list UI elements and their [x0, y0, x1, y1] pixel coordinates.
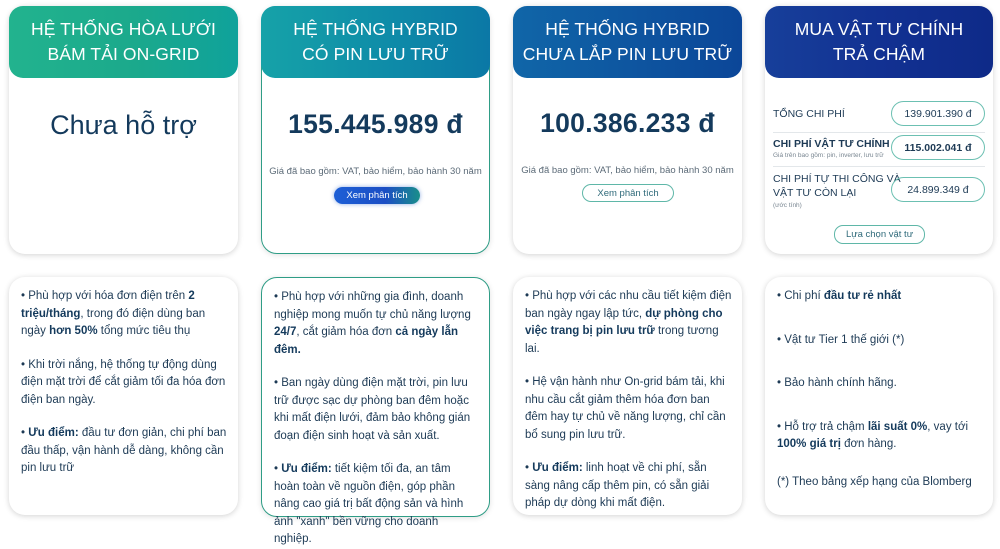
desc-text: , vay tới	[927, 420, 969, 433]
desc-footnote: (*) Theo bảng xếp hạng của Blomberg	[777, 475, 972, 488]
desc-text: tiết kiệm tối đa, an tâm hoàn toàn về nguồn điện, góp phần nâng cao giá trị bất động sản và hình ảnh "xanh" bền vững cho doanh nghiệp.	[274, 463, 464, 545]
remaining-cost-label	[773, 172, 901, 200]
select-supplies-button[interactable]: Lựa chọn vật tư	[834, 225, 925, 244]
desc-highlight: Ưu điểm:	[532, 462, 583, 474]
desc-paragraph: • Hỗ trợ trả chậm lãi suất 0%, vay tới 100% giá trị đơn hàng.	[777, 420, 969, 450]
remaining-cost-value: 24.899.349 đ	[891, 177, 985, 202]
plan-header-hybrid-no-pin	[513, 6, 742, 78]
price-note: Giá đã bao gồm: VAT, bảo hiểm, bảo hành 30 năm	[521, 165, 734, 176]
divider	[773, 166, 985, 167]
desc-highlight: 24/7	[274, 326, 297, 338]
desc-text: , trong đó điện dùng ban ngày	[21, 307, 206, 337]
desc-paragraph: • Phù hợp với các nhu cầu tiết kiệm điện ban ngày ngay lập tức, dự phòng cho việc trang bị pin lưu trữ trong tương lai.	[525, 290, 732, 355]
plan-title-line1: HỆ THỐNG HYBRID	[293, 19, 458, 39]
remaining-cost-label-line2: VẬT TƯ CÒN LẠI	[773, 187, 857, 199]
total-cost-label: TỔNG CHI PHÍ	[773, 108, 845, 120]
plan-card-installment[interactable]	[765, 6, 993, 254]
desc-highlight: hơn 50%	[49, 325, 98, 337]
desc-paragraph: • Phù hợp với hóa đơn điện trên 2 triệu/tháng, trong đó điện dùng ban ngày hơn 50% tổng mức tiêu thụ	[21, 290, 206, 337]
desc-text: Ban ngày dùng điện mặt trời, pin lưu trữ được sạc dự phòng ban đêm hoặc khi mất điện lưới, đảm bảo không gián đoạn điện sinh hoạt và sản xuất.	[274, 377, 471, 442]
desc-highlight: 100% giá trị	[777, 438, 841, 450]
desc-paragraph: • Khi trời nắng, hệ thống tự động dùng điện mặt trời để cắt giảm tối đa hóa đơn điện ban ngày.	[21, 358, 226, 406]
plan-title-line1: MUA VẬT TƯ CHÍNH	[794, 19, 964, 39]
plan-header-installment	[765, 6, 993, 78]
desc-text: đầu tư đơn giản, chi phí ban đầu thấp, vận hành dễ dàng, không cần pin lưu trữ	[21, 427, 227, 474]
total-cost-value: 139.901.390 đ	[891, 101, 985, 126]
desc-highlight: lãi suất 0%	[867, 420, 928, 433]
desc-paragraph: • Ưu điểm: đầu tư đơn giản, chi phí ban đầu thấp, vận hành dễ dàng, không cần pin lưu trữ	[21, 427, 227, 474]
desc-highlight: cả ngày lẫn đêm.	[274, 326, 458, 356]
desc-text: Vật tư Tier 1 thế giới (*)	[784, 333, 905, 346]
plan-header-on-grid	[9, 6, 238, 78]
desc-text: trong tương lai.	[525, 325, 719, 355]
desc-text: Chi phí	[784, 290, 824, 302]
divider	[773, 132, 985, 133]
desc-paragraph: • Vật tư Tier 1 thế giới (*)	[777, 333, 905, 346]
plan-card-hybrid-pin[interactable]	[261, 6, 490, 254]
plan-card-hybrid-no-pin[interactable]	[513, 6, 742, 254]
desc-text: Hỗ trợ trả chậm	[784, 420, 868, 433]
remaining-cost-note: (ước tính)	[773, 202, 802, 209]
desc-text: đơn hàng.	[840, 438, 897, 450]
plan-title-line2: CÓ PIN LƯU TRỮ	[302, 44, 449, 64]
desc-text: Khi trời nắng, hệ thống tự động dùng điện mặt trời để cắt giảm tối đa hóa đơn điện ban ngày.	[21, 358, 226, 406]
desc-paragraph: • Ưu điểm: tiết kiệm tối đa, an tâm hoàn toàn về nguồn điện, góp phần nâng cao giá trị bất động sản và hình ảnh "xanh" bền vững cho doanh nghiệp.	[274, 463, 464, 545]
price-note: Giá đã bao gồm: VAT, bảo hiểm, bảo hành 30 năm	[269, 166, 482, 177]
desc-text: Bảo hành chính hãng.	[784, 377, 897, 389]
desc-paragraph: • Phù hợp với những gia đình, doanh nghiệp mong muốn tự chủ năng lượng 24/7, cắt giảm hóa đơn cả ngày lẫn đêm.	[274, 291, 471, 356]
desc-text: Phù hợp với các nhu cầu tiết kiệm điện ban ngày ngay lập tức,	[525, 290, 732, 320]
main-supplies-label: CHI PHÍ VẬT TƯ CHÍNH	[773, 138, 890, 150]
plan-card-on-grid[interactable]	[9, 6, 238, 254]
description-card-on-grid	[9, 277, 238, 515]
desc-highlight: Ưu điểm:	[281, 463, 332, 475]
desc-highlight: Ưu điểm:	[28, 427, 79, 439]
desc-paragraph: • Hệ vận hành như On-grid bám tải, khi nhu cầu cắt giảm thêm hóa đơn ban đêm hay tự chủ về năng lượng, chỉ cần bổ sung pin lưu trữ.	[525, 376, 726, 441]
remaining-cost-label-line1: CHI PHÍ TỰ THI CÔNG VÀ	[773, 173, 901, 185]
plan-title-line1: HỆ THỐNG HÒA LƯỚI	[31, 19, 216, 39]
plan-header-hybrid-pin	[261, 6, 490, 78]
desc-text: linh hoạt về chi phí, sẵn sàng nâng cấp thêm pin, có sẵn giải pháp dự dòng khi mất điện.	[525, 462, 710, 509]
view-analysis-button[interactable]: Xem phân tích	[334, 187, 420, 204]
desc-text: Phù hợp với hóa đơn điện trên	[28, 290, 189, 302]
desc-paragraph: • Bảo hành chính hãng.	[777, 377, 897, 389]
description-card-hybrid-no-pin	[513, 277, 742, 515]
desc-text: Hệ vận hành như On-grid bám tải, khi nhu cầu cắt giảm thêm hóa đơn ban đêm hay tự chủ về năng lượng, chỉ cần bổ sung pin lưu trữ.	[525, 376, 726, 441]
plan-price: 100.386.233 đ	[540, 108, 715, 138]
desc-text: tổng mức tiêu thụ	[97, 325, 191, 337]
plan-price: 155.445.989 đ	[288, 109, 463, 139]
desc-paragraph: • Ưu điểm: linh hoạt về chi phí, sẵn sàng nâng cấp thêm pin, có sẵn giải pháp dự dòng khi mất điện.	[525, 462, 710, 509]
description-card-hybrid-pin	[261, 277, 490, 545]
description-card-installment	[765, 277, 993, 515]
plan-title-line1: HỆ THỐNG HYBRID	[545, 19, 710, 39]
desc-highlight: 2 triệu/tháng	[21, 290, 195, 320]
desc-paragraph: • Ban ngày dùng điện mặt trời, pin lưu trữ được sạc dự phòng ban đêm hoặc khi mất điện lưới, đảm bảo không gián đoạn điện sinh hoạt và sản xuất.	[274, 377, 471, 442]
plan-title-line2: BÁM TẢI ON-GRID	[47, 44, 200, 64]
plan-title-line2: CHƯA LẮP PIN LƯU TRỮ	[522, 44, 733, 64]
desc-paragraph: • Chi phí đầu tư rẻ nhất	[777, 290, 902, 302]
main-supplies-note: Giá trên bao gồm: pin, inverter, lưu trữ	[773, 152, 884, 159]
desc-text: , cắt giảm hóa đơn	[296, 326, 396, 338]
plan-price-unavailable: Chưa hỗ trợ	[50, 110, 197, 140]
main-supplies-value: 115.002.041 đ	[891, 135, 985, 160]
plan-title-line2: TRẢ CHẬM	[832, 44, 926, 64]
view-analysis-button[interactable]: Xem phân tích	[582, 184, 674, 202]
desc-text: Phù hợp với những gia đình, doanh nghiệp mong muốn tự chủ năng lượng	[274, 291, 471, 321]
desc-highlight: dự phòng cho việc trang bị pin lưu trữ	[525, 307, 723, 337]
desc-highlight: đầu tư rẻ nhất	[823, 290, 902, 302]
